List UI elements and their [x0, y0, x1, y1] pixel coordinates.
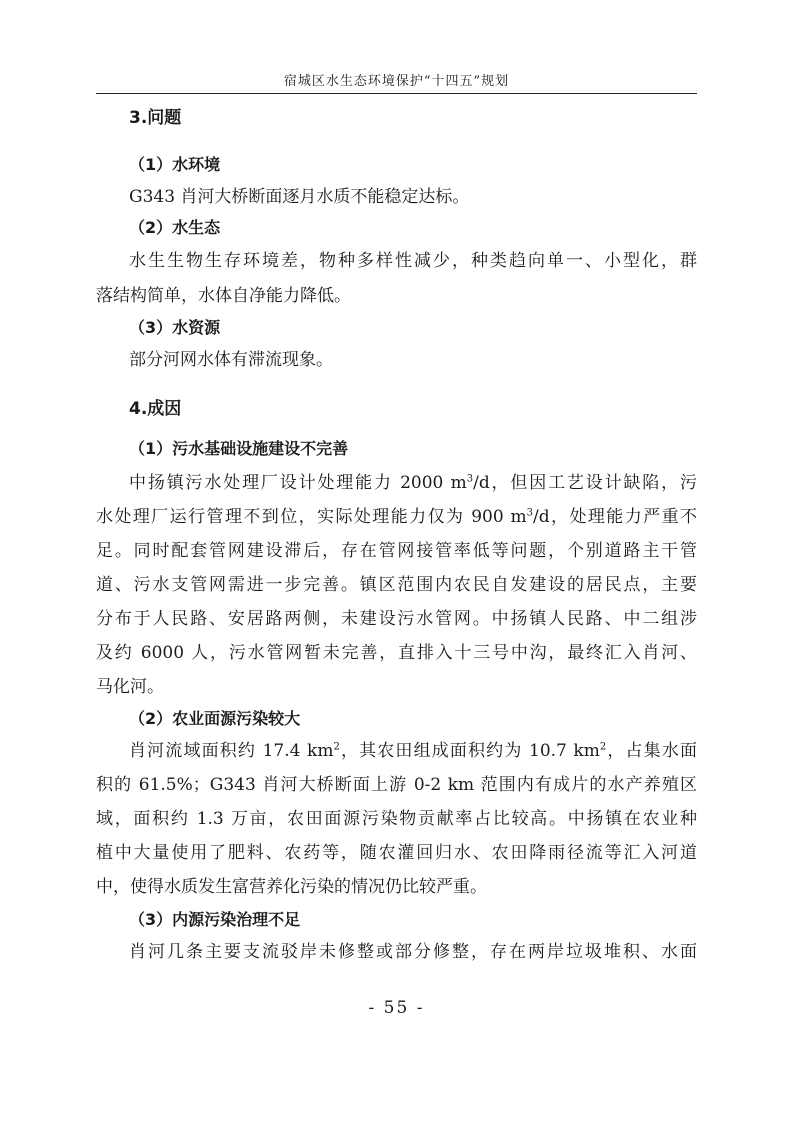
paragraph-line: 马化河。 — [96, 677, 164, 697]
subsection-agricultural-pollution-heading: （2）农业面源污染较大 — [129, 709, 301, 728]
paragraph-line: 肖河流域面积约 17.4 $km^2$，其农田组成面积约为 10.7 $km^2$，占集水面 — [129, 741, 697, 761]
paragraph-line: 植中大量使用了肥料、农药等，随农灌回归水、农田降雨径流等汇入河道 — [96, 843, 697, 863]
paragraph-line: G343 肖河大桥断面逐月水质不能稳定达标。 — [129, 187, 470, 207]
subsection-water-resources-heading: （3）水资源 — [129, 318, 221, 337]
subsection-internal-pollution-heading: （3）内源污染治理不足 — [129, 910, 301, 929]
paragraph-line: 落结构简单，水体自净能力降低。 — [96, 286, 351, 306]
paragraph-line: 水生生物生存环境差，物种多样性减少，种类趋向单一、小型化，群 — [129, 251, 697, 271]
section-4-heading: 4.成因 — [129, 399, 182, 419]
paragraph-line: 及约 6000 人，污水管网暂未完善，直排入十三号中沟，最终汇入肖河、 — [96, 643, 697, 663]
page-number: - 55 - — [368, 998, 425, 1018]
paragraph-line: 中，使得水质发生富营养化污染的情况仍比较严重。 — [96, 877, 487, 897]
running-header-title: 宿城区水生态环境保护“十四五”规划 — [283, 74, 510, 89]
subsection-sewage-infrastructure-heading: （1）污水基础设施建设不完善 — [129, 439, 349, 458]
paragraph-line: 足。同时配套管网建设滞后，存在管网接管率低等问题，个别道路主干管 — [96, 541, 697, 561]
header-divider — [96, 93, 697, 94]
paragraph-line: 水处理厂运行管理不到位，实际处理能力仅为 900 $m^3/d$，处理能力严重不 — [96, 507, 697, 527]
paragraph-line: 肖河几条主要支流驳岸未修整或部分修整，存在两岸垃圾堆积、水面 — [129, 942, 697, 962]
section-3-heading: 3.问题 — [129, 108, 182, 128]
paragraph-line: 中扬镇污水处理厂设计处理能力 2000 $m^3/d$，但因工艺设计缺陷，污 — [129, 473, 697, 493]
paragraph-line: 分布于人民路、安居路两侧，未建设污水管网。中扬镇人民路、中二组涉 — [96, 609, 697, 629]
paragraph-line: 部分河网水体有滞流现象。 — [129, 350, 333, 370]
paragraph-line: 积的 61.5%；G343 肖河大桥断面上游 0-2 km 范围内有成片的水产养殖区 — [96, 775, 697, 795]
subsection-water-ecology-heading: （2）水生态 — [129, 218, 221, 237]
subsection-water-environment-heading: （1）水环境 — [129, 155, 221, 174]
paragraph-line: 道、污水支管网需进一步完善。镇区范围内农民自发建设的居民点，主要 — [96, 575, 697, 595]
paragraph-line: 域，面积约 1.3 万亩，农田面源污染物贡献率占比较高。中扬镇在农业种 — [96, 809, 697, 829]
